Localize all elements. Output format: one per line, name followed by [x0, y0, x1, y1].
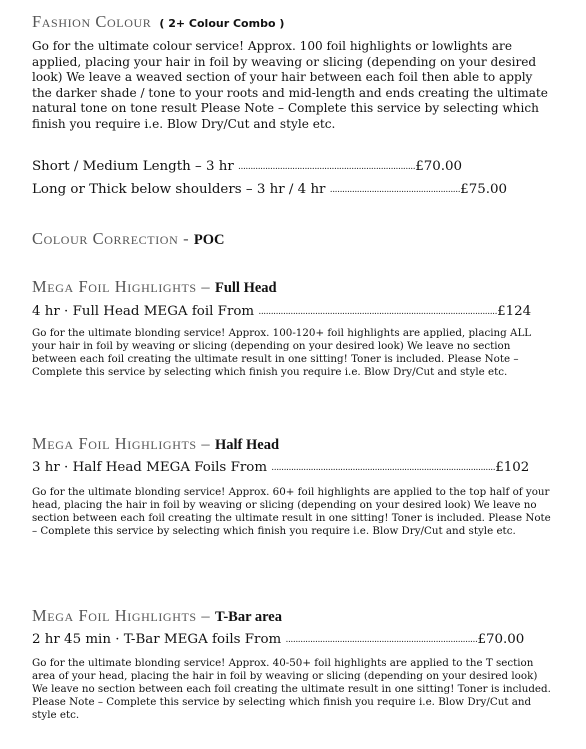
mega-half-title: Mega Foil Highlights: [32, 434, 197, 453]
price-value: £124: [497, 304, 532, 319]
fashion-colour-subtitle: ( 2+ Colour Combo ): [159, 17, 285, 30]
mega-tbar-heading: [32, 606, 556, 626]
heading-dash: -: [178, 229, 194, 248]
mega-full-heading: [32, 277, 556, 297]
price-label: 4 hr · Full Head MEGA foil From: [32, 304, 255, 319]
price-row: [32, 632, 524, 647]
price-label: Long or Thick below shoulders – 3 hr / 4 hr: [32, 182, 326, 197]
mega-half-heading: [32, 434, 556, 454]
price-row: [32, 159, 462, 174]
leader-dots: ...........................................................................................: [271, 463, 496, 473]
price-row: [32, 460, 529, 475]
mega-full-title: Mega Foil Highlights: [32, 277, 197, 296]
mega-full-qualifier: Full Head: [214, 280, 277, 296]
price-label: Short / Medium Length – 3 hr: [32, 159, 234, 174]
leader-dots: .................................................................................................: [258, 307, 498, 317]
heading-dash: –: [196, 434, 215, 453]
fashion-colour-title: Fashion Colour: [32, 12, 152, 31]
price-label: 2 hr 45 min · T-Bar MEGA foils From: [32, 632, 282, 647]
fashion-colour-heading: [32, 12, 556, 32]
fashion-colour-description: Go for the ultimate colour service! Approx. 100 foil highlights or lowlights are applied, placing your hair in foil by weaving or slicing (depending on your desired look) We leave a weaved section of your hair between each foil then able to apply the darker shade / tone to your roots and mid-length and ends creating the ultimate natural tone on tone result Please Note – Complete this service by selecting which finish you require i.e. Blow Dry/Cut and style etc.: [32, 39, 548, 131]
mega-half-qualifier: Half Head: [214, 437, 280, 453]
price-row: [32, 182, 507, 197]
mega-tbar-description: Go for the ultimate blonding service! Approx. 40-50+ foil highlights are applied to the T section area of your head, placing the hair in foil by weaving or slicing (depending on your desired look) We leave no section between each foil creating the ultimate result in one sitting! Toner is included. Please Note – Complete this service by selecting which finish you require i.e. Blow Dry/Cut and style etc.: [32, 657, 551, 721]
colour-correction-note: POC: [193, 232, 225, 248]
price-value: £70.00: [415, 159, 463, 174]
price-value: £70.00: [477, 632, 525, 647]
mega-tbar-qualifier: T-Bar area: [214, 609, 282, 625]
leader-dots: ........................................................................: [238, 162, 416, 172]
leader-dots: ..............................................................................: [285, 635, 478, 645]
price-label: 3 hr · Half Head MEGA Foils From: [32, 460, 268, 475]
price-row: [32, 304, 531, 319]
mega-tbar-title: Mega Foil Highlights: [32, 606, 197, 625]
mega-full-description: Go for the ultimate blonding service! Approx. 100-120+ foil highlights are applied, placing ALL your hair in foil by weaving or slicing (depending on your desired look) We leave no section between each foil creating the ultimate result in one sitting! Toner is included. Please Note – Complete this service by selecting which finish you require i.e. Blow Dry/Cut and style etc.: [32, 327, 532, 378]
price-value: £102: [495, 460, 530, 475]
colour-correction-heading: [32, 229, 556, 249]
leader-dots: .....................................................: [329, 185, 461, 195]
heading-dash: –: [196, 606, 215, 625]
colour-correction-title: Colour Correction: [32, 229, 179, 248]
mega-half-description: Go for the ultimate blonding service! Approx. 60+ foil highlights are applied to the top half of your head, placing the hair in foil by weaving or slicing (depending on your desired look) We leave no section between each foil creating the ultimate result in one sitting! Toner is included. Please Note – Complete this service by selecting which finish you require i.e. Blow Dry/Cut and style etc.: [32, 486, 551, 537]
heading-dash: –: [196, 277, 215, 296]
price-value: £75.00: [460, 182, 508, 197]
